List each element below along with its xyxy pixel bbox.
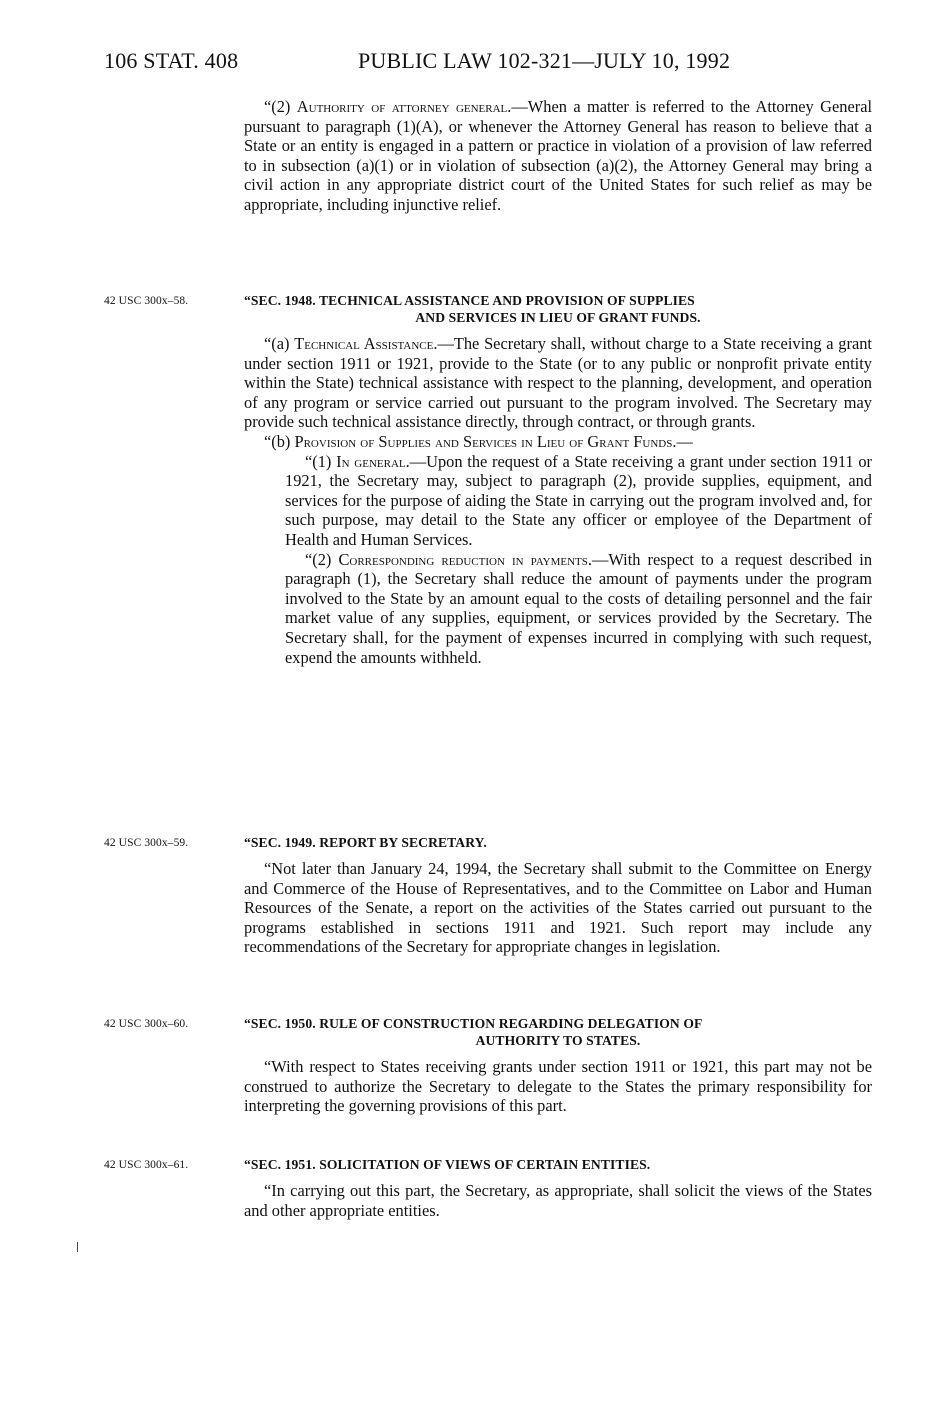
subsection-b-caption: Provision of Supplies and Services in Lieu of Grant Funds. (294, 431, 677, 451)
public-law-title: PUBLIC LAW 102-321—JULY 10, 1992 (358, 48, 731, 73)
margin-citation-1949: 42 USC 300x–59. (104, 837, 189, 849)
paragraph-b2-text: —With respect to a request described in paragraph (1), the Secretary shall reduce the amount of payments under the program involved to the State by an amount equal to the costs of detailing personnel and the fair market value of any supplies, equipment, or services provided by the Secretary. The Secretary shall, for the payment of expenses incurred in complying with such request, expend the amounts withheld. (285, 549, 873, 667)
paragraph-b2-caption: Corresponding reduction in payments. (338, 549, 592, 569)
subsection-a-technical-assistance (244, 334, 872, 432)
section-1950-heading (244, 1015, 872, 1049)
paragraph-b1-caption: In general. (336, 451, 410, 471)
paragraph-b2-reduction (244, 550, 872, 668)
paragraph-b1-text: —Upon the request of a State receiving a grant under section 1911 or 1921, the Secretary may, subject to paragraph (2), provide supplies, equipment, and services for the purpose of aiding the State in carrying out the program involved and, for such purpose, may detail to the State any officer or employee of the Department of Health and Human Services. (285, 451, 873, 549)
section-1951-text: “In carrying out this part, the Secretary, as appropriate, shall solicit the views of the States and other appropriate entities. (244, 1181, 872, 1220)
section-1950-heading-line1: “SEC. 1950. RULE OF CONSTRUCTION REGARDING DELEGATION OF (244, 1016, 703, 1031)
page-folio: 106 STAT. 408 (104, 48, 239, 73)
paragraph-b2-lead: “(2) (305, 549, 339, 569)
para-2-text: —When a matter is referred to the Attorney General pursuant to paragraph (1)(A), or whenever the Attorney General has reason to believe that a State or an entity is engaged in a pattern or practice in violation of a provision of law referred to in subsection (a)(1) or in violation of subsection (a)(2), the Attorney General may bring a civil action in any appropriate district court of the United States for such relief as may be appropriate, including injunctive relief. (244, 97, 873, 214)
subsection-b-dash: — (676, 431, 693, 451)
section-1949 (244, 834, 872, 957)
paragraph-b1-in-general (244, 452, 872, 550)
section-1948 (244, 292, 872, 667)
para-2-caption: Authority of attorney general. (296, 97, 512, 116)
section-1949-text: “Not later than January 24, 1994, the Secretary shall submit to the Committee on Energy and Commerce of the House of Representatives, and to the Committee on Labor and Human Resources of the Senate, a report on the activities of the States carried out pursuant to the programs established in sections 1911 and 1921. Such report may include any recommendations of the Secretary for appropriate changes in legislation. (244, 859, 872, 957)
section-1948-heading (244, 292, 872, 326)
paragraph-b1-lead: “(1) (305, 451, 337, 471)
section-1950 (244, 1015, 872, 1116)
section-1949-heading: “SEC. 1949. REPORT BY SECRETARY. (244, 835, 487, 850)
para-2-lead: “(2) (264, 97, 297, 116)
section-1951-heading: “SEC. 1951. SOLICITATION OF VIEWS OF CERTAIN ENTITIES. (244, 1157, 651, 1172)
section-1950-heading-line2: AUTHORITY TO STATES. (475, 1033, 641, 1048)
subsection-a-lead: “(a) (264, 334, 295, 353)
section-1948-heading-line2: AND SERVICES IN LIEU OF GRANT FUNDS. (415, 310, 701, 325)
subsection-b-lead: “(b) (264, 431, 295, 451)
running-header (104, 48, 873, 82)
margin-citation-1948: 42 USC 300x–58. (104, 295, 189, 307)
section-1948-heading-line1: “SEC. 1948. TECHNICAL ASSISTANCE AND PROVISION OF SUPPLIES (244, 293, 695, 308)
paragraph-2-attorney-general (244, 97, 872, 215)
subsection-a-caption: Technical Assistance. (294, 334, 438, 353)
margin-citation-1951: 42 USC 300x–61. (104, 1159, 189, 1171)
subsection-a-text: —The Secretary shall, without charge to a State receiving a grant under section 1911 or 1921, provide to the State (or to any public or nonprofit private entity within the State) technical assistance with respect to the planning, development, and operation of any program or service carried out pursuant to the program involved. The Secretary may provide such technical assistance directly, through contract, or through grants. (244, 334, 872, 432)
section-1950-text: “With respect to States receiving grants under section 1911 or 1921, this part may not be construed to authorize the Secretary to delegate to the States the primary responsibility for interpreting the governing provisions of this part. (244, 1057, 872, 1116)
section-1951 (244, 1156, 872, 1220)
subsection-b-heading (244, 432, 872, 452)
scan-mark (77, 1242, 78, 1252)
margin-citation-1950: 42 USC 300x–60. (104, 1018, 189, 1030)
